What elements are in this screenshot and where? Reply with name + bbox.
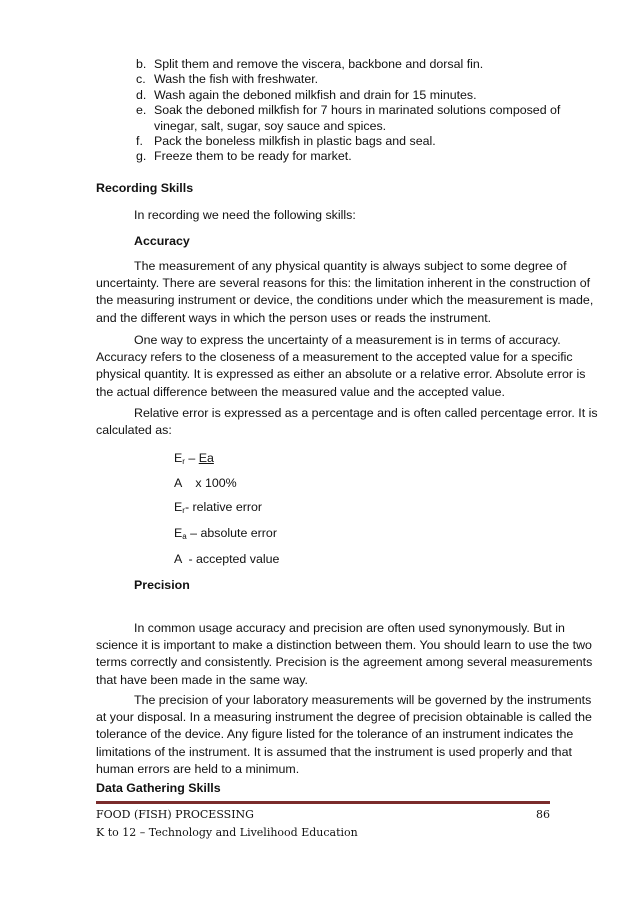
formula-numerator [174,451,214,465]
footer-subtitle: K to 12 – Technology and Livelihood Education [96,826,358,839]
page-number: 86 [536,808,550,821]
accuracy-heading: Accuracy [134,234,190,248]
formula-symbol: E [174,500,183,514]
formula-dash: – [184,451,199,465]
formula-denominator: A x 100% [174,476,237,490]
paragraph-line: and the different ways in which the person uses or reads the instrument. [96,310,492,325]
paragraph-line: the measuring instrument or device, the conditions under which the measurement is made, [96,293,594,308]
footer-rule [96,801,550,804]
recording-intro: In recording we need the following skills: [134,208,356,222]
paragraph-line: at your disposal. In a measuring instrument the degree of precision obtainable is called the [96,710,592,725]
paragraph-accuracy [96,332,586,401]
list-item-letter: c. [136,72,146,87]
list-item-letter: e. [136,103,147,118]
paragraph-line: Accuracy refers to the closeness of a measurement to the accepted value for a specific [96,350,573,365]
list-item-text: Freeze them to be ready for market. [154,149,352,164]
definition-relative-error [174,500,262,514]
paragraph-line: limitations of the instrument. It is assumed that the instrument is used properly and that [96,744,572,759]
paragraph-line: The precision of your laboratory measurements will be governed by the instruments [134,693,592,707]
paragraph-line: In common usage accuracy and precision are often used synonymously. But in [134,621,565,635]
list-item-text: Wash again the deboned milkfish and drain for 15 minutes. [154,87,477,102]
paragraph-tolerance [96,692,592,778]
formula-subscript: r [182,506,185,515]
list-item-text: Soak the deboned milkfish for 7 hours in marinated solutions composed of [154,103,561,118]
paragraph-line: tolerance of the device. Any figure listed for the tolerance of an instrument indicates the [96,727,574,742]
paragraph-relative-error [96,405,598,439]
procedure-steps-list [136,57,560,165]
list-item-text: Pack the boneless milkfish in plastic bags and seal. [154,134,436,149]
list-item-letter: g. [136,149,147,164]
formula-symbol: E [174,451,183,465]
paragraph-line: One way to express the uncertainty of a measurement is in terms of accuracy. [134,333,561,347]
definition-text: – absolute error [186,526,277,540]
list-item-text: Wash the fish with freshwater. [154,72,319,87]
formula-symbol: Ea [198,451,214,465]
precision-heading: Precision [134,578,190,592]
list-item-letter: d. [136,87,147,102]
paragraph-line: uncertainty. There are several reasons for this: the limitation inherent in the construction of [96,276,591,291]
paragraph-uncertainty [96,258,594,327]
paragraph-precision [96,620,593,689]
list-item [136,57,560,72]
recording-skills-heading: Recording Skills [96,181,194,195]
list-item [136,88,560,103]
definition-accepted-value: A - accepted value [174,552,280,566]
list-item-letter: f. [136,134,143,149]
paragraph-line: science it is important to make a distinction between them. You should learn to use the two [96,638,592,653]
paragraph-line: the actual difference between the measured value and the accepted value. [96,384,505,399]
footer-title: FOOD (FISH) PROCESSING [96,808,254,821]
paragraph-line: physical quantity. It is expressed as either an absolute or a relative error. Absolute error is [96,367,586,382]
paragraph-line: that have been made in the same way. [96,672,308,687]
list-item-text: Split them and remove the viscera, backbone and dorsal fin. [154,57,484,71]
paragraph-line: human errors are held to a minimum. [96,761,300,776]
formula-subscript: r [182,457,185,466]
list-item-text-continued: vinegar, salt, sugar, soy sauce and spices. [154,118,387,133]
formula-symbol: E [174,526,183,540]
paragraph-line: calculated as: [96,423,172,438]
list-item-letter: b. [136,57,147,71]
list-item [136,149,560,164]
definition-text: - relative error [184,500,263,514]
formula-subscript: a [182,532,187,541]
paragraph-line: terms correctly and consistently. Precision is the agreement among several measurements [96,655,593,670]
list-item [136,103,560,134]
data-gathering-heading: Data Gathering Skills [96,781,221,795]
list-item [136,72,560,87]
definition-absolute-error [174,526,277,540]
list-item [136,134,560,149]
paragraph-line: The measurement of any physical quantity is always subject to some degree of [134,259,567,273]
paragraph-line: Relative error is expressed as a percentage and is often called percentage error. It is [134,406,598,420]
